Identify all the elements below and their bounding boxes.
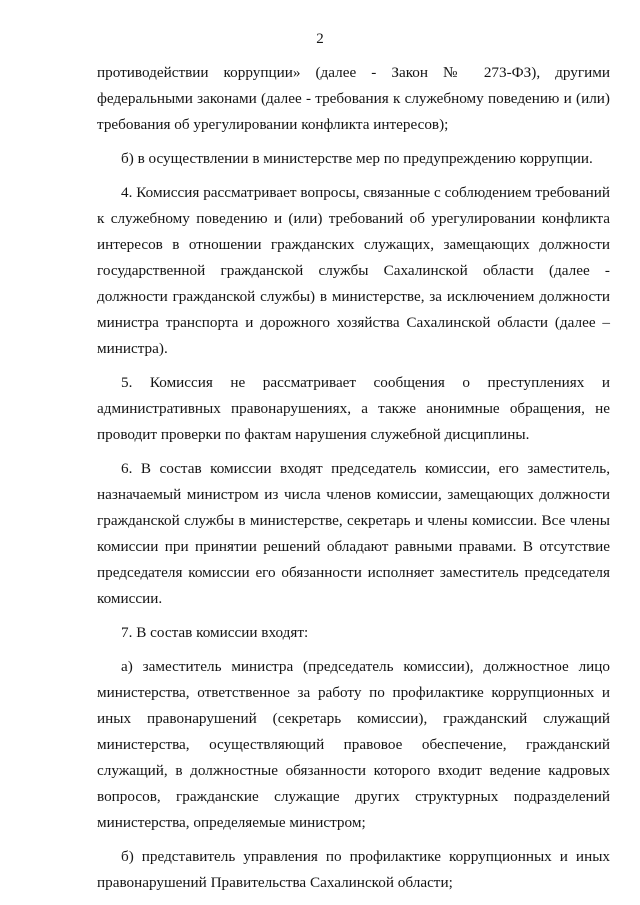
document-body bbox=[97, 60, 610, 904]
paragraph-7-heading: 7. В состав комиссии входят: bbox=[121, 624, 309, 641]
paragraph-7a-members: а) заместитель министра (председатель комиссии), должностное лицо министерства, ответственное за работу по профилактике коррупционных и иных правонарушений (секретарь комиссии), гражданский служащий министерства, осуществляющий правовое обеспечение, гражданский служащий, в должностные обязанности которого входит ведение кадровых вопросов, гражданские служащие других структурных подразделений министерства, определяемые министром; bbox=[97, 658, 610, 831]
paragraph-5-commission-exclusions: 5. Комиссия не рассматривает сообщения о преступлениях и административных правонарушениях, а также анонимные обращения, не проводит проверки по фактам нарушения служебной дисциплины. bbox=[97, 374, 610, 443]
page-number: 2 bbox=[316, 31, 324, 47]
paragraph-4-commission-scope: 4. Комиссия рассматривает вопросы, связанные с соблюдением требований к служебному поведению и (или) требований об урегулировании конфликта интересов в отношении гражданских служащих, замещающих должности государственной гражданской службы Сахалинской области (далее - должности гражданской службы) в министерстве, за исключением должности министра транспорта и дорожного хозяйства Сахалинской области (далее – министра). bbox=[97, 184, 610, 357]
paragraph-7b-representative: б) представитель управления по профилактике коррупционных и иных правонарушений Правительства Сахалинской области; bbox=[97, 848, 610, 891]
paragraph-6-commission-composition: 6. В состав комиссии входят председатель комиссии, его заместитель, назначаемый министром из числа членов комиссии, замещающих должности гражданской службы в министерстве, секретарь и члены комиссии. Все члены комиссии при принятии решений обладают равными правами. В отсутствие председателя комиссии его обязанности исполняет заместитель председателя комиссии. bbox=[97, 460, 610, 607]
paragraph-continuation: противодействии коррупции» (далее - Закон № 273-ФЗ), другими федеральными законами (далее - требования к служебному поведению и (или) требования об урегулировании конфликта интересов); bbox=[97, 64, 610, 133]
paragraph-item-b-prevention: б) в осуществлении в министерстве мер по предупреждению коррупции. bbox=[121, 150, 593, 167]
